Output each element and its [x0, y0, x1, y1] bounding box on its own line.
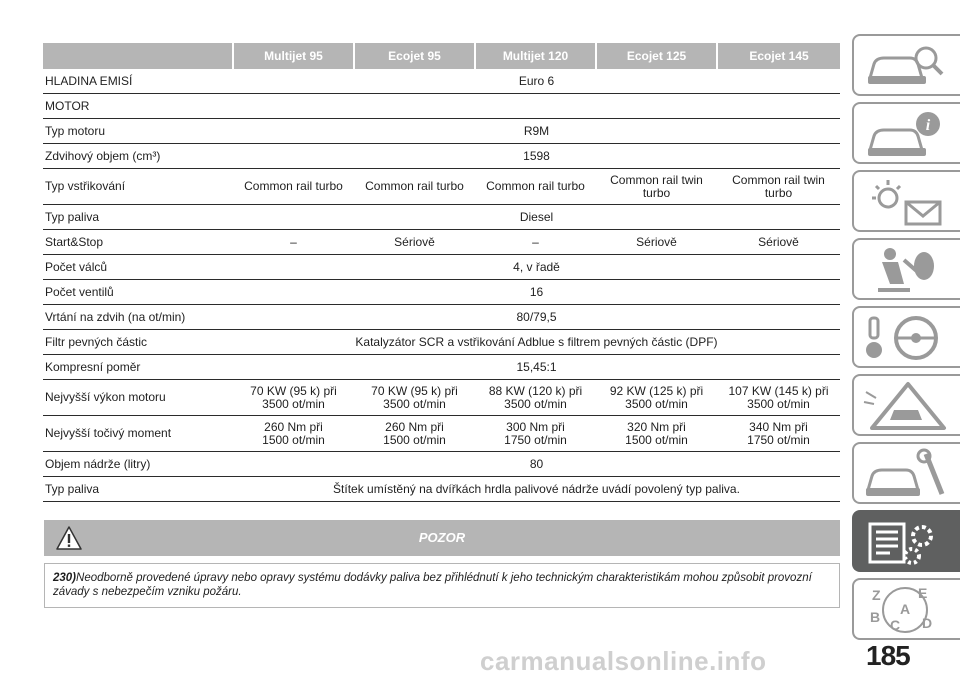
- table-row: [43, 69, 840, 94]
- row-label: HLADINA EMISÍ: [43, 69, 233, 94]
- row-cell: 92 KW (125 k) při 3500 ot/min: [596, 380, 717, 416]
- technical-data-table: [43, 43, 840, 502]
- table-row: [43, 255, 840, 280]
- row-cell: Common rail turbo: [233, 169, 354, 205]
- svg-text:D: D: [922, 615, 933, 631]
- warning-text-box: [44, 563, 840, 608]
- table-row: [43, 305, 840, 330]
- table-row: [43, 280, 840, 305]
- row-label: Typ vstřikování: [43, 169, 233, 205]
- airbag-seat-icon: [860, 244, 950, 296]
- row-value: Diesel: [233, 205, 840, 230]
- tab-car-wrench[interactable]: [852, 442, 960, 504]
- tab-steering-key[interactable]: [852, 306, 960, 368]
- car-wrench-icon: [860, 448, 950, 500]
- table-header-row: [43, 43, 840, 69]
- row-cell: Common rail twin turbo: [717, 169, 840, 205]
- row-label: Počet ventilů: [43, 280, 233, 305]
- row-value: 16: [233, 280, 840, 305]
- warning-title: POZOR: [418, 530, 466, 545]
- tab-car-info[interactable]: [852, 102, 960, 164]
- tab-airbag-seat[interactable]: [852, 238, 960, 300]
- dashboard-lights-icon: [860, 176, 950, 228]
- row-label: Start&Stop: [43, 230, 233, 255]
- row-value: Katalyzátor SCR a vstřikování Adblue s filtrem pevných částic (DPF): [233, 330, 840, 355]
- row-value: 80: [233, 452, 840, 477]
- header-ecojet-95: Ecojet 95: [354, 43, 475, 69]
- technical-data-icon: [860, 516, 950, 568]
- row-cell: 70 KW (95 k) při 3500 ot/min: [233, 380, 354, 416]
- row-value: 80/79,5: [233, 305, 840, 330]
- table-row: [43, 452, 840, 477]
- row-label: Typ paliva: [43, 477, 233, 502]
- row-value: 4, v řadě: [233, 255, 840, 280]
- header-ecojet-125: Ecojet 125: [596, 43, 717, 69]
- table-row: [43, 330, 840, 355]
- tab-dashboard-lights[interactable]: [852, 170, 960, 232]
- car-info-icon: [860, 108, 950, 160]
- row-value: Štítek umístěný na dvířkách hrdla palivové nádrže uvádí povolený typ paliva.: [233, 477, 840, 502]
- row-cell: Common rail twin turbo: [596, 169, 717, 205]
- table-row: [43, 230, 840, 255]
- row-cell: –: [475, 230, 596, 255]
- warning-number: 230): [53, 572, 77, 584]
- row-label: Nejvyšší výkon motoru: [43, 380, 233, 416]
- svg-text:E: E: [918, 585, 928, 601]
- warning-text: Neodborně provedené úpravy nebo opravy systému dodávky paliva bez přihlédnutí k jeho technickým charakteristikám mohou způsobit provozní závady s nebezpečím vzniku požáru.: [53, 572, 812, 598]
- row-label: Vrtání na zdvih (na ot/min): [43, 305, 233, 330]
- table-row: [43, 169, 840, 205]
- steering-key-icon: [860, 312, 950, 364]
- table-row: [43, 144, 840, 169]
- row-cell: –: [233, 230, 354, 255]
- watermark: carmanualsonline.info: [480, 646, 767, 676]
- header-empty: [43, 43, 233, 69]
- svg-text:B: B: [870, 609, 881, 625]
- header-multijet-120: Multijet 120: [475, 43, 596, 69]
- tab-warning-car[interactable]: [852, 374, 960, 436]
- tab-alphabetical-index[interactable]: [852, 578, 960, 640]
- row-value: 15,45:1: [233, 355, 840, 380]
- row-label: Typ paliva: [43, 205, 233, 230]
- row-cell: Sériově: [596, 230, 717, 255]
- tab-car-search[interactable]: [852, 34, 960, 96]
- row-label: Zdvihový objem (cm³): [43, 144, 233, 169]
- warning-triangle-car-icon: [860, 380, 950, 432]
- row-cell: 320 Nm při 1500 ot/min: [596, 416, 717, 452]
- row-label: Nejvyšší točivý moment: [43, 416, 233, 452]
- row-label: Objem nádrže (litry): [43, 452, 233, 477]
- row-cell: 70 KW (95 k) při 3500 ot/min: [354, 380, 475, 416]
- table-row: [43, 205, 840, 230]
- row-cell: 107 KW (145 k) při 3500 ot/min: [717, 380, 840, 416]
- table-row: [43, 355, 840, 380]
- row-label: Filtr pevných částic: [43, 330, 233, 355]
- row-value: Euro 6: [233, 69, 840, 94]
- row-cell: 260 Nm při 1500 ot/min: [354, 416, 475, 452]
- row-value: R9M: [233, 119, 840, 144]
- tab-technical-data[interactable]: [852, 510, 960, 572]
- warning-triangle-icon: [56, 526, 82, 550]
- row-cell: Common rail turbo: [354, 169, 475, 205]
- header-multijet-95: Multijet 95: [233, 43, 354, 69]
- row-cell: Sériově: [717, 230, 840, 255]
- row-label: Počet válců: [43, 255, 233, 280]
- alphabetical-index-icon: [860, 584, 950, 636]
- table-row: [43, 416, 840, 452]
- page-number: 185: [866, 640, 910, 671]
- row-label: Typ motoru: [43, 119, 233, 144]
- row-cell: 88 KW (120 k) při 3500 ot/min: [475, 380, 596, 416]
- table-row: [43, 477, 840, 502]
- svg-text:Z: Z: [872, 587, 881, 603]
- row-value: 1598: [233, 144, 840, 169]
- warning-box: [44, 520, 840, 608]
- row-cell: Sériově: [354, 230, 475, 255]
- table-row: [43, 119, 840, 144]
- svg-text:A: A: [900, 601, 911, 617]
- row-cell: 340 Nm při 1750 ot/min: [717, 416, 840, 452]
- car-search-icon: [860, 40, 950, 92]
- table-row: [43, 380, 840, 416]
- header-ecojet-145: Ecojet 145: [717, 43, 840, 69]
- section-heading: MOTOR: [43, 94, 233, 119]
- row-cell: 260 Nm při 1500 ot/min: [233, 416, 354, 452]
- svg-text:C: C: [890, 617, 901, 633]
- row-cell: Common rail turbo: [475, 169, 596, 205]
- row-cell: 300 Nm při 1750 ot/min: [475, 416, 596, 452]
- warning-header: [44, 520, 840, 556]
- svg-text:i: i: [925, 117, 931, 134]
- row-label: Kompresní poměr: [43, 355, 233, 380]
- table-row: [43, 94, 840, 119]
